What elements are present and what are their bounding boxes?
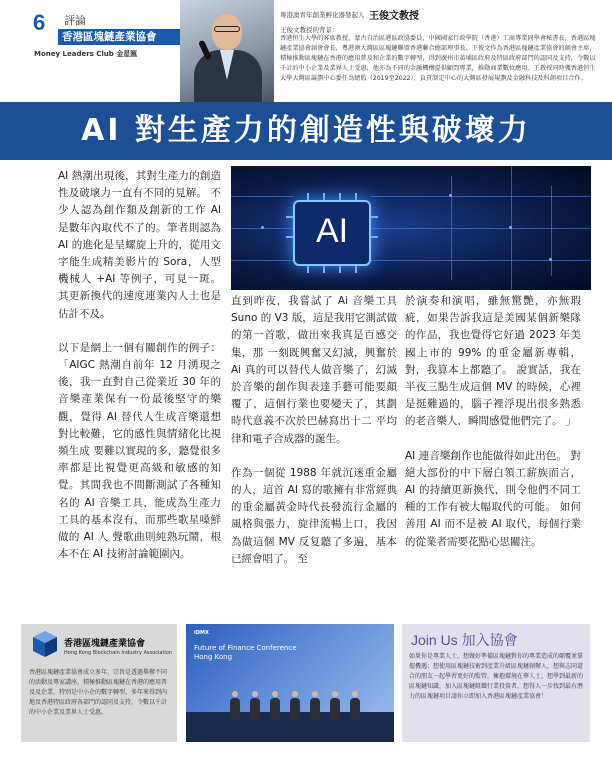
hkbia-description: 香港區塊鏈產業協會成立多年，宗旨是透過舉辦不同的活動及專家講座，積極推動區塊鏈在香港的應用普及及企業，特別是中小企的數字轉型。多年來得到內地及香港特區政府各部門的認同及支持，令數以千計的中小企業及業界人士受惠。 [29, 669, 168, 716]
panelist [250, 698, 260, 720]
article-column-2 [231, 293, 397, 585]
speaker-name: 王俊文教授 [369, 11, 419, 22]
speaker-heading: 粵港澳青年創業孵化器發起人 [280, 11, 365, 19]
panelist [310, 698, 320, 720]
paragraph: AI 熱潮出現後，其對生產力的創造性及破壞力一直有不同的見解。 不少人認為創作類及創新的工作 AI 是數年內取代不了的。筆者則認為 AI 的進化是呈螺旋上升的，從用文字能生成精美影片的 Sora，人型機械人 +AI 等例子，可見一斑。 其更新換代的速度連業內人士也是估計不及。 [58, 170, 221, 320]
hkbia-name-en: Hong Kong Blockchain Industry Association [64, 650, 173, 656]
association-band: 香港區塊鏈產業協會 [58, 29, 180, 45]
paragraph: 作為一個從 1988 年就沉迷重金屬的人，這首 AI 寫的歌擁有非常經典的重金屬黃金時代長發流行金屬的風格與張力，旋律流暢上口，我因為做這個 MV 反复聽了多遍，基本 已經會唱了。 至 [231, 466, 397, 565]
column-label: 評論 [64, 14, 86, 27]
join-us-title: Join Us 加入協會 [411, 632, 518, 648]
conference-photo [186, 624, 394, 742]
hkbia-logo-icon [32, 630, 58, 658]
panelist [350, 698, 360, 720]
club-name: Money Leaders Club 金星匯 [34, 50, 138, 58]
chip-label: AI [315, 212, 349, 250]
paragraph: 以下是網上一個有關創作的例子：「AIGC 熱潮自前年 12 月湧現之後，我一直對自己從業近 30 年的音樂產業保有一份最後堅守的樂觀，覺得 AI 替代人生成音樂還想對比較難，它的感性與情緒化比視頻生成 要難以實現的多，聽覺很多率都是比視覺更高級和敏感的知覺。其間我也不間斷測試了各種知名的 AI 音樂工具，能成為生產力工具的基本沒有，而那些歌星嗓鮮做的 AI 人 聲歌曲則純熟玩鬧，根本不在 AI 技術討論範圍內。 [58, 341, 221, 561]
ai-chip-image [231, 166, 591, 290]
page-number: 6 [33, 10, 46, 35]
panelist [290, 698, 300, 720]
conference-brand: IDMX [194, 630, 209, 636]
speaker-bio: 香港恒生大學的客席教授，蒙古自治區港區政協委員，中國國家行政學院（香港）工商專業同學會秘書長，香港區塊鏈產業協會創會會長，粵港澳大灣區區塊鏈聯盟香港聯合總部理事長。王俊文作為香港區塊鏈產業協會的創會主席，積極推動區塊鏈在香港的應用普及和企業的數字轉型，得到廣州市黃埔區政府及特區政府部門的認同及支持，令數以千計的中小企業及業界人士受惠，他亦為不同的金融機構提供顧問專業，推動商業數位應用。王教授同時獲香港恒生大學大灣區籌劃中心委任為總監（2019至2022），負責制定中心的大灣區發展規劃及金融科技及科創項目合作。 [280, 35, 596, 82]
article-title: AI 對生產力的創造性與破壞力 [81, 113, 531, 148]
article-column-1 [58, 168, 221, 580]
paragraph: 直到昨夜，我嘗試了 Ai 音樂工具 Suno 的 V3 版，這是我用它測試做的第一首歌，做出來我真是百感交集，那 一刻既興奮又幻滅，興奮於 Ai 真的可以替代人做音樂了，幻滅於音樂的創作與表達手藝可能要顛覆了，這個行業也要變天了，其劃時代意義不次於巴赫寫出十二 平均律和電子合成器的誕生。 [231, 295, 397, 445]
hkbia-name-cn: 香港區塊鏈產業協會 [64, 639, 146, 649]
join-us-text: 如果你是專業人士，想做好準備區塊鏈對你的專業造成的顛覆並掌握機遇；想使用區塊鏈技術到產業升級區塊鏈創辦人，想與志同道合的朋友一起學習更好的監管，擁抱環境在華人士，想學到最新的區塊鏈知識，加入區塊鏈組織行業投資者，想得人一步找到最有潛力的區塊鏈項目請你立即加入香港區塊鏈產業協會！ [409, 653, 584, 700]
panelist [230, 698, 240, 720]
conference-title: Future of Finance Conference Hong Kong [194, 644, 297, 661]
article-column-3 [405, 293, 581, 568]
panelist [330, 698, 340, 720]
paragraph: AI 連音樂創作也能做得如此出色。 對絕大部份的中下層白領工薪族而言，AI 的持續更新換代，則令他們不同工種的工作有被大幅取代的可能。 如何善用 AI 而不是被 AI 取代，每個行業的從業者需要花點心思關注。 [405, 449, 581, 548]
paragraph: 於演奏和演唱，雖無驚艷，亦無瑕疵，如果告訴我這是美國某個新樂隊的作品，我也覺得它好過 2023 年美國上市的 99% 的重金屬新專輯，對，我算本上都聽了。 說實話，我在半夜三點生成這個 MV 的時候，心裡是挺難過的，腦子裡浮現出很多熟悉的老音樂人，瞬間感覺他們完了。 」 [405, 295, 581, 428]
bio-title: 王俊文教授的背景： [280, 26, 339, 34]
speaker-photo [180, 0, 274, 102]
panelist [270, 698, 280, 720]
